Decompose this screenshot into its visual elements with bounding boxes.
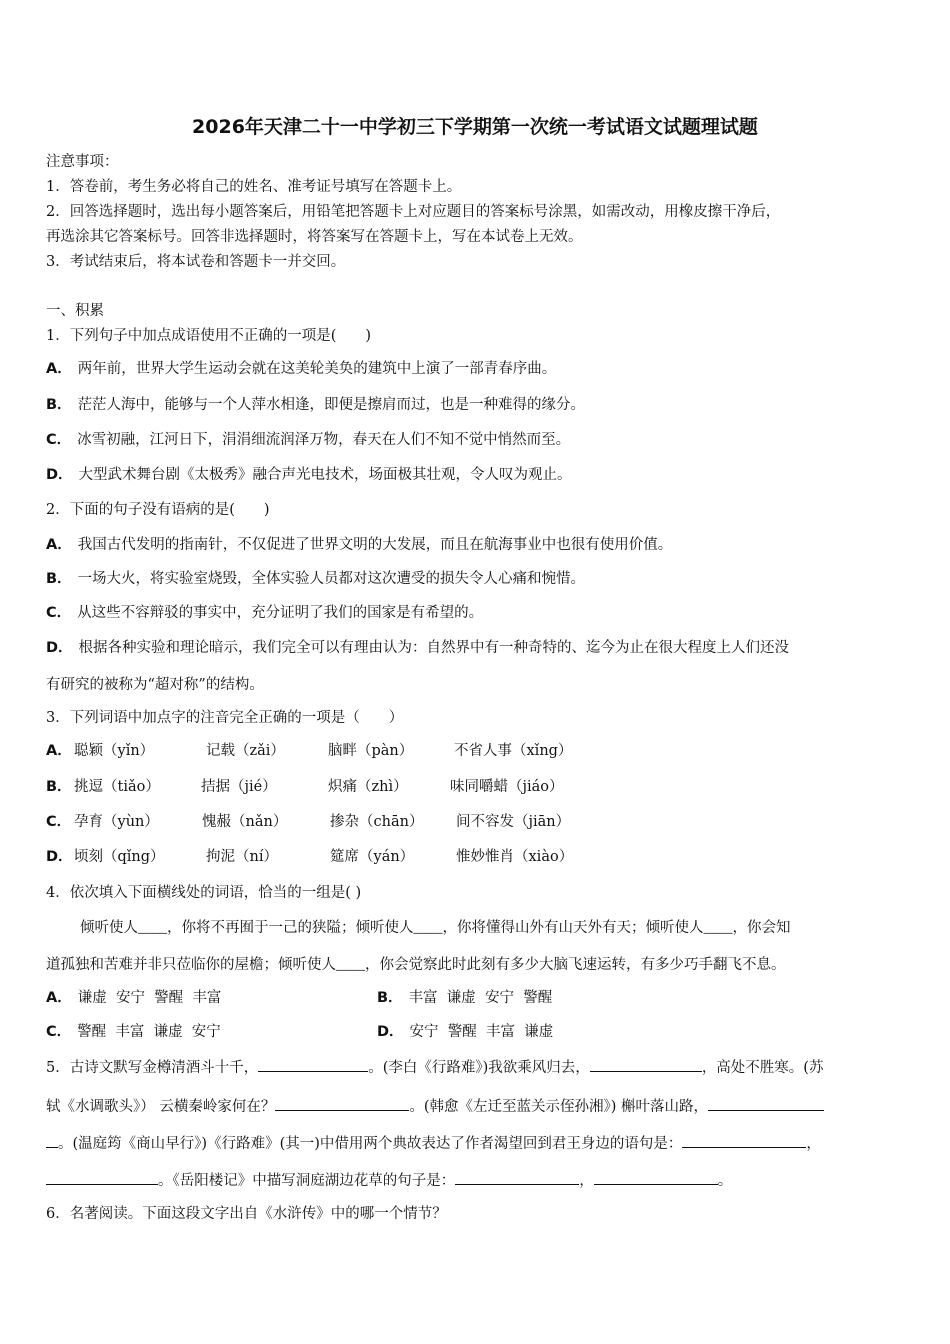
section-heading: 一、积累 (46, 303, 104, 319)
option-text: 从这些不容辩驳的事实中，充分证明了我们的国家是有希望的。 (77, 605, 484, 621)
pinyin-item: 间不容发（jiān） (456, 814, 571, 830)
q3-option-b (46, 777, 910, 797)
q2-option-a (46, 535, 910, 555)
pinyin-item: 拮据（jié） (201, 779, 277, 795)
question-5-line (46, 1096, 910, 1117)
option-text: 一场大火，将实验室烧毁，全体实验人员都对这次遭受的损失令人心痛和惋惜。 (77, 571, 586, 587)
notice-item: 1．答卷前，考生务必将自己的姓名、准考证号填写在答题卡上。 (46, 179, 462, 195)
pinyin-item: 脑畔（pàn） (328, 743, 414, 759)
q1-option-a (46, 359, 910, 379)
q4-passage-line: 道孤独和苦难并非只莅临你的屋檐；倾听使人____，你会觉察此时此刻有多少大脑飞速运转，有多少巧手翻飞不息。 (46, 957, 786, 973)
option-text: 谦虚 安宁 警醒 丰富 (77, 990, 222, 1006)
option-letter: C． (46, 814, 72, 830)
option-letter: B． (377, 990, 403, 1006)
q5-text: 。《岳阳楼记》中描写洞庭湖边花草的句子是： (158, 1173, 456, 1189)
answer-blank[interactable] (590, 1057, 702, 1072)
option-text: 警醒 丰富 谦虚 安宁 (77, 1024, 221, 1040)
notice-item: 2．回答选择题时，选出每小题答案后，用铅笔把答题卡上对应题目的答案标号涂黑，如需改动，用橡皮擦干净后， (46, 204, 781, 220)
option-letter: B． (46, 779, 72, 795)
q4-passage-line: 倾听使人____，你将不再囿于一己的狭隘；倾听使人____，你将懂得山外有山天外有天；倾听使人____，你会知 (80, 920, 791, 936)
answer-blank[interactable] (275, 1096, 409, 1111)
q4-options-row (46, 1022, 910, 1042)
q3-option-c (46, 812, 910, 832)
pinyin-item: 挑逗（tiǎo） (74, 779, 160, 795)
question-3-stem: 3．下列词语中加点字的注音完全正确的一项是（ ） (46, 710, 404, 726)
option-letter: C． (46, 605, 72, 621)
q5-text: ， (806, 1136, 821, 1152)
pinyin-item: 不省人事（xǐng） (454, 743, 573, 759)
question-5-line (46, 1170, 910, 1191)
question-5-line (46, 1133, 910, 1154)
pinyin-item: 聪颖（yǐn） (74, 743, 155, 759)
pinyin-item: 顷刻（qǐng） (74, 849, 165, 865)
answer-blank[interactable] (682, 1133, 806, 1148)
answer-blank[interactable] (455, 1170, 579, 1185)
option-text: 根据各种实验和理论暗示，我们完全可以有理由认为：自然界中有一种奇特的、迄今为止在很大程度上人们还没 (78, 640, 790, 656)
q2-option-b (46, 569, 910, 589)
pinyin-item: 记载（zǎi） (206, 743, 285, 759)
q3-option-d (46, 847, 910, 867)
q5-text: 。(李白《行路难》)我欲乘风归去， (368, 1060, 590, 1076)
pinyin-item: 拘泥（ní） (206, 849, 278, 865)
pinyin-item: 愧赧（nǎn） (202, 814, 288, 830)
answer-blank[interactable] (46, 1133, 58, 1148)
option-letter: D． (46, 849, 73, 865)
option-text: 我国古代发明的指南针，不仅促进了世界文明的大发展，而且在航海事业中也很有使用价值。 (77, 537, 673, 553)
pinyin-item: 惟妙惟肖（xiào） (456, 849, 574, 865)
question-6-stem: 6．名著阅读。下面这段文字出自《水浒传》中的哪一个情节？ (46, 1206, 447, 1222)
pinyin-item: 孕育（yùn） (74, 814, 159, 830)
pinyin-item: 掺杂（chān） (330, 814, 424, 830)
q5-text: 轼《水调歌头》） 云横秦岭家何在？ (46, 1099, 276, 1115)
option-text: 大型武术舞台剧《太极秀》融合声光电技术，场面极其壮观，令人叹为观止。 (78, 467, 572, 483)
option-letter: C． (46, 432, 72, 448)
notice-item: 3．考试结束后，将本试卷和答题卡一并交回。 (46, 254, 346, 270)
option-letter: A． (46, 743, 72, 759)
option-letter: D． (377, 1024, 404, 1040)
option-letter: A． (46, 361, 72, 377)
q5-text: 5．古诗文默写金樽清酒斗十千， (46, 1060, 259, 1076)
option-text: 两年前，世界大学生运动会就在这美轮美奂的建筑中上演了一部青春序曲。 (77, 361, 557, 377)
q5-text: 。(韩愈《左迁至蓝关示侄孙湘》) 槲叶落山路， (409, 1099, 709, 1115)
page-title: 2026年天津二十一中学初三下学期第一次统一考试语文试题理试题 (192, 116, 758, 138)
q4-options-row (46, 988, 910, 1008)
question-4-stem: 4．依次填入下面横线处的词语，恰当的一组是( ) (46, 885, 362, 901)
option-letter: A． (46, 537, 72, 553)
pinyin-item: 筵席（yán） (330, 849, 415, 865)
q5-text: 。 (717, 1173, 733, 1189)
q1-option-d (46, 465, 910, 485)
option-text: 冰雪初融，江河日下，涓涓细流润泽万物，春天在人们不知不觉中悄然而至。 (77, 432, 571, 448)
q2-option-d-continued: 有研究的被称为“超对称”的结构。 (46, 677, 264, 693)
answer-blank[interactable] (258, 1057, 368, 1072)
answer-blank[interactable] (708, 1096, 824, 1111)
q5-text: ， (579, 1173, 594, 1189)
notice-item: 再选涂其它答案标号。回答非选择题时，将答案写在答题卡上，写在本试卷上无效。 (46, 229, 583, 245)
question-2-stem: 2．下面的句子没有语病的是( ) (46, 502, 270, 518)
q5-text: ，高处不胜寒。(苏 (701, 1060, 824, 1076)
option-letter: B． (46, 397, 72, 413)
pinyin-item: 炽痛（zhì） (328, 779, 408, 795)
q4-option-b (377, 988, 552, 1008)
q2-option-d (46, 638, 910, 658)
option-text: 安宁 警醒 丰富 谦虚 (409, 1024, 554, 1040)
q3-option-a (46, 741, 910, 761)
answer-blank[interactable] (46, 1170, 158, 1185)
notice-heading: 注意事项： (46, 154, 119, 170)
question-1-stem: 1．下列句子中加点成语使用不正确的一项是( ) (46, 328, 372, 344)
q5-text: 。(温庭筠《商山早行》)《行路难》(其一)中借用两个典故表达了作者渴望回到君王身边的语句是： (58, 1136, 683, 1152)
q1-option-b (46, 395, 910, 415)
q1-option-c (46, 430, 910, 450)
question-5-line (46, 1057, 910, 1078)
pinyin-item: 味同嚼蜡（jiáo） (450, 779, 564, 795)
option-text: 茫茫人海中，能够与一个人萍水相逢，即便是擦肩而过，也是一种难得的缘分。 (77, 397, 586, 413)
option-letter: C． (46, 1024, 72, 1040)
q4-option-d (377, 1022, 553, 1042)
option-letter: D． (46, 640, 73, 656)
option-letter: A． (46, 990, 72, 1006)
q2-option-c (46, 603, 910, 623)
answer-blank[interactable] (594, 1170, 718, 1185)
option-letter: B． (46, 571, 72, 587)
option-letter: D． (46, 467, 73, 483)
option-text: 丰富 谦虚 安宁 警醒 (408, 990, 553, 1006)
